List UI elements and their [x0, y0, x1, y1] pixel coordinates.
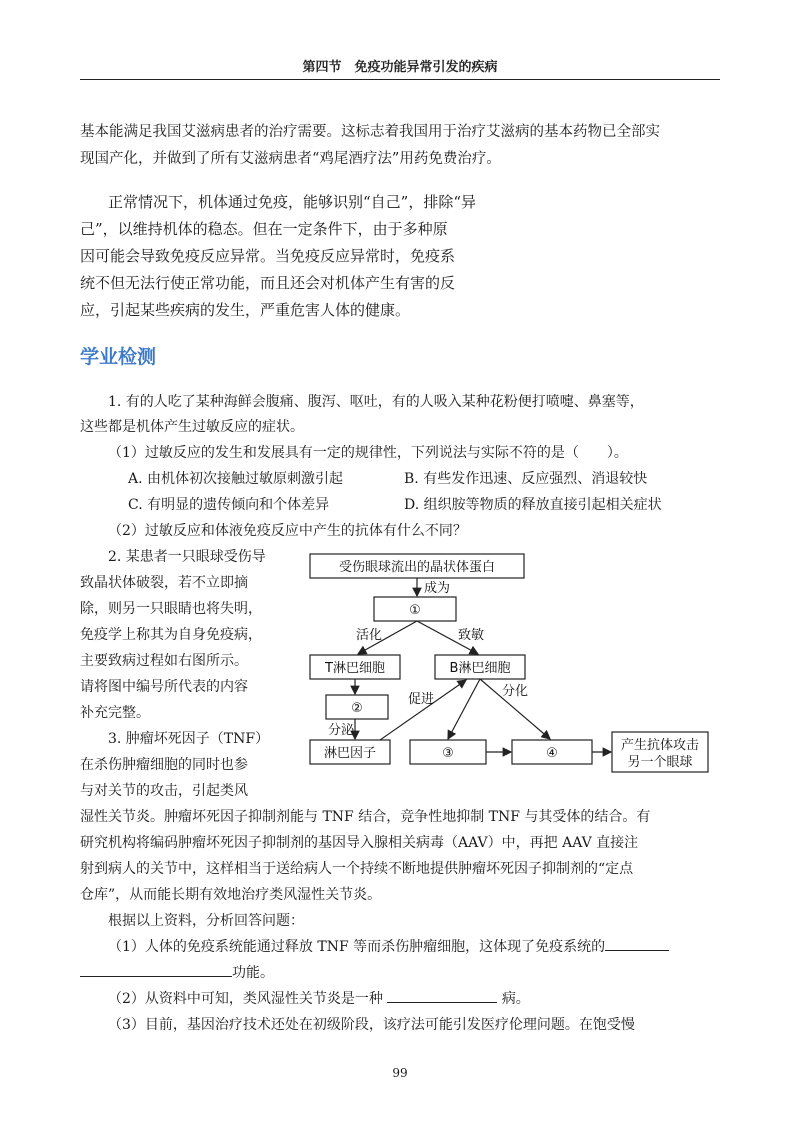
- q3-sub1-blank[interactable]: [605, 936, 669, 951]
- q3-line-3: 射到病人的关节中，这样相当于送给病人一个持续不断地提供肿瘤坏死因子抑制剂的“定点: [80, 861, 634, 877]
- page-number: 99: [392, 1066, 408, 1080]
- label-fenhua: 分化: [502, 684, 529, 699]
- q3-sub1-end: 功能。: [232, 965, 274, 981]
- q3-sub1-text: （1）人体的免疫系统能通过释放 TNF 等而杀伤肿瘤细胞，这体现了免疫系统的: [108, 939, 606, 955]
- label-cujin: 促进: [408, 692, 435, 707]
- label-huohua: 活化: [356, 628, 383, 643]
- section-heading: 学业检测: [80, 346, 157, 368]
- top-box-label: 受伤眼球流出的晶状体蛋白: [338, 560, 496, 575]
- q3-sub2-blank[interactable]: [387, 988, 497, 1003]
- para2-line-5: 应，引起某些疾病的发生，严重危害人体的健康。: [80, 301, 411, 319]
- intro-line-2: 现国产化，并做到了所有艾滋病患者“鸡尾酒疗法”用药免费治疗。: [80, 151, 501, 167]
- q2-line-5: 主要致病过程如右图所示。: [80, 653, 248, 669]
- label-chengwei: 成为: [424, 581, 451, 596]
- q3-line-2: 研究机构将编码肿瘤坏死因子抑制剂的基因导入腺相关病毒（AAV）中，再把 AAV 直接注: [80, 835, 639, 851]
- q1-option-b: B. 有些发作迅速、反应强烈、消退较快: [404, 471, 648, 487]
- para2-line-4: 统不但无法行使正常功能，而且还会对机体产生有害的反: [80, 274, 456, 292]
- q3-sub2-text: （2）从资料中可知，类风湿性关节炎是一种: [108, 991, 383, 1007]
- box-1-label: ①: [409, 603, 421, 618]
- intro-line-1: 基本能满足我国艾滋病患者的治疗需要。这标志着我国用于治疗艾滋病的基本药物已全部实: [80, 124, 660, 140]
- para2-line-3: 因可能会导致免疫反应异常。当免疫反应异常时，免疫系: [80, 247, 456, 265]
- q3-wrap-line-3: 与对关节的攻击，引起类风: [80, 783, 248, 799]
- label-zhimin: 致敏: [458, 628, 485, 643]
- q3-line-1: 湿性关节炎。肿瘤坏死因子抑制剂能与 TNF 结合，竞争性地抑制 TNF 与其受体的结合。有: [80, 809, 651, 825]
- q1-option-c: C. 有明显的遗传倾向和个体差异: [128, 497, 330, 513]
- q1-option-d: D. 组织胺等物质的释放直接引起相关症状: [404, 497, 662, 513]
- q3-sub1-row: [108, 935, 669, 959]
- q1-line-2: 这些都是机体产生过敏反应的症状。: [80, 419, 304, 435]
- q3-prompt: 根据以上资料，分析回答问题：: [108, 913, 304, 929]
- para2-line-1: 正常情况下，机体通过免疫，能够识别“自己”，排除“异: [108, 193, 477, 211]
- q2-line-6: 请将图中编号所代表的内容: [80, 679, 248, 695]
- q2-line-2: 致晶状体破裂，若不立即摘: [80, 575, 248, 591]
- q1-sub1: （1）过敏反应的发生和发展具有一定的规律性，下列说法与实际不符的是（ ）。: [108, 445, 628, 461]
- result-line-2: 另一个眼球: [627, 755, 693, 770]
- page-header-title: 第四节 免疫功能异常引发的疾病: [302, 60, 498, 75]
- q2-line-1: 2. 某患者一只眼球受伤导: [108, 549, 266, 565]
- q3-line-4: 仓库”，从而能长期有效地治疗类风湿性关节炎。: [80, 887, 382, 903]
- q1-option-a: A. 由机体初次接触过敏原刺激引起: [128, 471, 344, 487]
- q3-wrap-line-1: 3. 肿瘤坏死因子（TNF）: [108, 731, 270, 747]
- q3-sub2-end: 病。: [501, 991, 530, 1007]
- box-3-label: ③: [442, 746, 454, 761]
- b-cell-label: B淋巴细胞: [449, 661, 511, 676]
- cytokine-label: 淋巴因子: [323, 746, 377, 761]
- box-2-label: ②: [351, 701, 363, 716]
- para2-line-2: 己”，以维持机体的稳态。但在一定条件下，由于多种原: [80, 220, 448, 238]
- q3-wrap-line-2: 在杀伤肿瘤细胞的同时也参: [80, 757, 248, 773]
- result-line-1: 产生抗体攻击: [620, 738, 700, 753]
- q1-line-1: 1. 有的人吃了某种海鲜会腹痛、腹泻、呕吐，有的人吸入某种花粉便打喷嚏、鼻塞等，: [108, 394, 644, 410]
- q2-line-3: 除，则另一只眼睛也将失明，: [80, 601, 262, 617]
- q3-sub1-blank-cont[interactable]: [80, 962, 232, 977]
- q3-sub3: （3）目前，基因治疗技术还处在初级阶段，该疗法可能引发医疗伦理问题。在饱受慢: [108, 1017, 635, 1033]
- header-rule: [80, 79, 720, 80]
- t-cell-label: T淋巴细胞: [325, 661, 385, 676]
- immune-process-diagram: [290, 545, 722, 785]
- q3-sub2-row: [108, 987, 530, 1011]
- label-fenmi: 分泌: [328, 723, 355, 738]
- q2-line-7: 补充完整。: [80, 705, 150, 721]
- q1-sub2: （2）过敏反应和体液免疫反应中产生的抗体有什么不同？: [108, 523, 467, 539]
- q3-sub1-cont-row: [80, 961, 274, 985]
- q2-line-4: 免疫学上称其为自身免疫病，: [80, 627, 262, 643]
- box-4-label: ④: [546, 746, 558, 761]
